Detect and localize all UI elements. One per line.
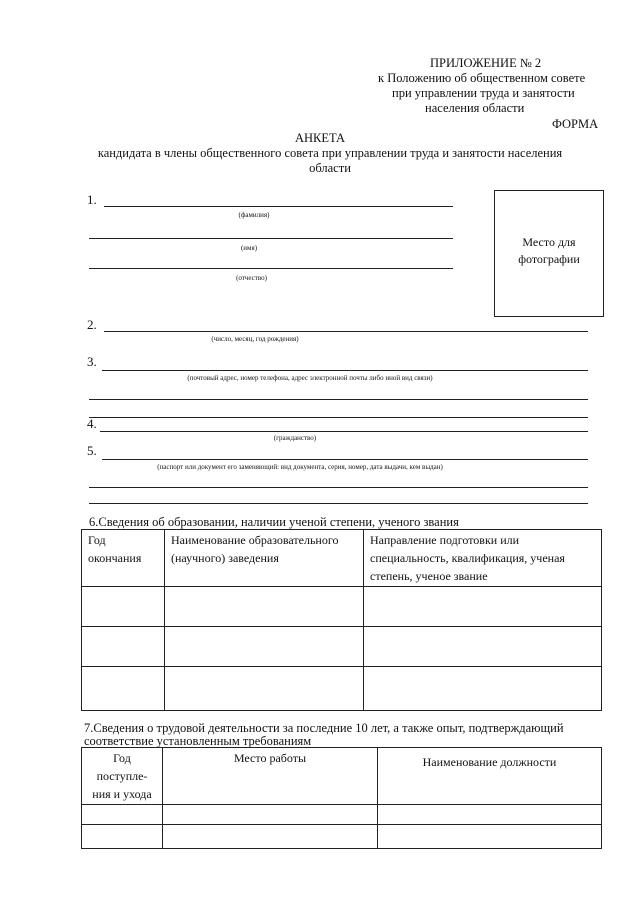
work-section-title-line1: 7.Сведения о трудовой деятельности за последние 10 лет, а также опыт, подтверждающий <box>84 721 564 735</box>
appendix-reference-line1: к Положению об общественном совете <box>378 71 586 85</box>
surname-caption: (фамилия) <box>238 211 270 219</box>
table-cell[interactable] <box>378 825 602 849</box>
photo-placeholder <box>494 190 604 317</box>
education-section-title: 6.Сведения об образовании, наличии ученой степени, ученого звания <box>89 515 459 529</box>
form-title: АНКЕТА <box>294 131 346 145</box>
education-header-institution: Наименование образовательного (научного) заведения <box>165 530 364 587</box>
birth-date-line[interactable] <box>104 331 588 332</box>
table-cell[interactable] <box>82 627 165 667</box>
table-cell[interactable] <box>82 667 165 711</box>
table-header-row <box>82 530 602 587</box>
name-line[interactable] <box>89 238 453 239</box>
passport-caption: (паспорт или документ его заменяющий: вид документа, серия, номер, дата выдачи, кем выдан) <box>157 463 443 471</box>
field-number-5: 5. <box>87 443 97 458</box>
appendix-reference-line3: населения области <box>425 101 525 115</box>
work-table <box>81 747 602 849</box>
table-header-row <box>82 748 602 805</box>
citizenship-line[interactable] <box>100 431 588 432</box>
table-cell[interactable] <box>163 825 378 849</box>
appendix-number: ПРИЛОЖЕНИЕ № 2 <box>430 56 542 70</box>
field-number-4: 4. <box>87 416 97 431</box>
table-cell[interactable] <box>82 825 163 849</box>
table-cell[interactable] <box>165 587 364 627</box>
table-row <box>82 805 602 825</box>
table-cell[interactable] <box>82 805 163 825</box>
contacts-line-2[interactable] <box>89 399 588 400</box>
table-cell[interactable] <box>364 667 602 711</box>
work-header-position: Наименование должности <box>378 748 602 805</box>
table-cell[interactable] <box>364 587 602 627</box>
passport-line-2[interactable] <box>89 487 588 488</box>
work-section-title-line2: соответствие установленным требованиям <box>84 734 312 748</box>
field-number-2: 2. <box>87 317 97 332</box>
education-header-specialty: Направление подготовки или специальность, квалификация, ученая степень, ученое звание <box>364 530 602 587</box>
photo-label: Место для фотографии <box>518 235 580 266</box>
table-row <box>82 667 602 711</box>
table-cell[interactable] <box>378 805 602 825</box>
work-header-workplace: Место работы <box>163 748 378 805</box>
table-row <box>82 825 602 849</box>
passport-line-3[interactable] <box>89 503 588 504</box>
contacts-caption: (почтовый адрес, номер телефона, адрес электронной почты либо иной вид связи) <box>187 374 433 382</box>
education-header-year: Год окончания <box>82 530 165 587</box>
appendix-reference-line2: при управлении труда и занятости <box>392 86 575 100</box>
field-number-3: 3. <box>87 354 97 369</box>
citizenship-caption: (гражданство) <box>273 434 317 442</box>
work-header-years: Год поступле-ния и ухода <box>82 748 163 805</box>
table-row <box>82 627 602 667</box>
form-subtitle-line1: кандидата в члены общественного совета при управлении труда и занятости населения <box>97 146 563 160</box>
table-cell[interactable] <box>163 805 378 825</box>
surname-line[interactable] <box>104 206 453 207</box>
table-cell[interactable] <box>82 587 165 627</box>
table-row <box>82 587 602 627</box>
form-subtitle-line2: области <box>309 161 351 175</box>
birth-date-caption: (число, месяц, год рождения) <box>211 335 299 343</box>
form-label: ФОРМА <box>552 117 599 131</box>
contacts-line-3[interactable] <box>89 417 588 418</box>
patronymic-line[interactable] <box>89 268 453 269</box>
table-cell[interactable] <box>364 627 602 667</box>
name-caption: (имя) <box>240 244 258 252</box>
contacts-line[interactable] <box>102 370 588 371</box>
field-number-1: 1. <box>87 192 97 207</box>
patronymic-caption: (отчество) <box>236 274 267 282</box>
passport-line[interactable] <box>102 459 588 460</box>
education-table <box>81 529 602 711</box>
table-cell[interactable] <box>165 627 364 667</box>
table-cell[interactable] <box>165 667 364 711</box>
